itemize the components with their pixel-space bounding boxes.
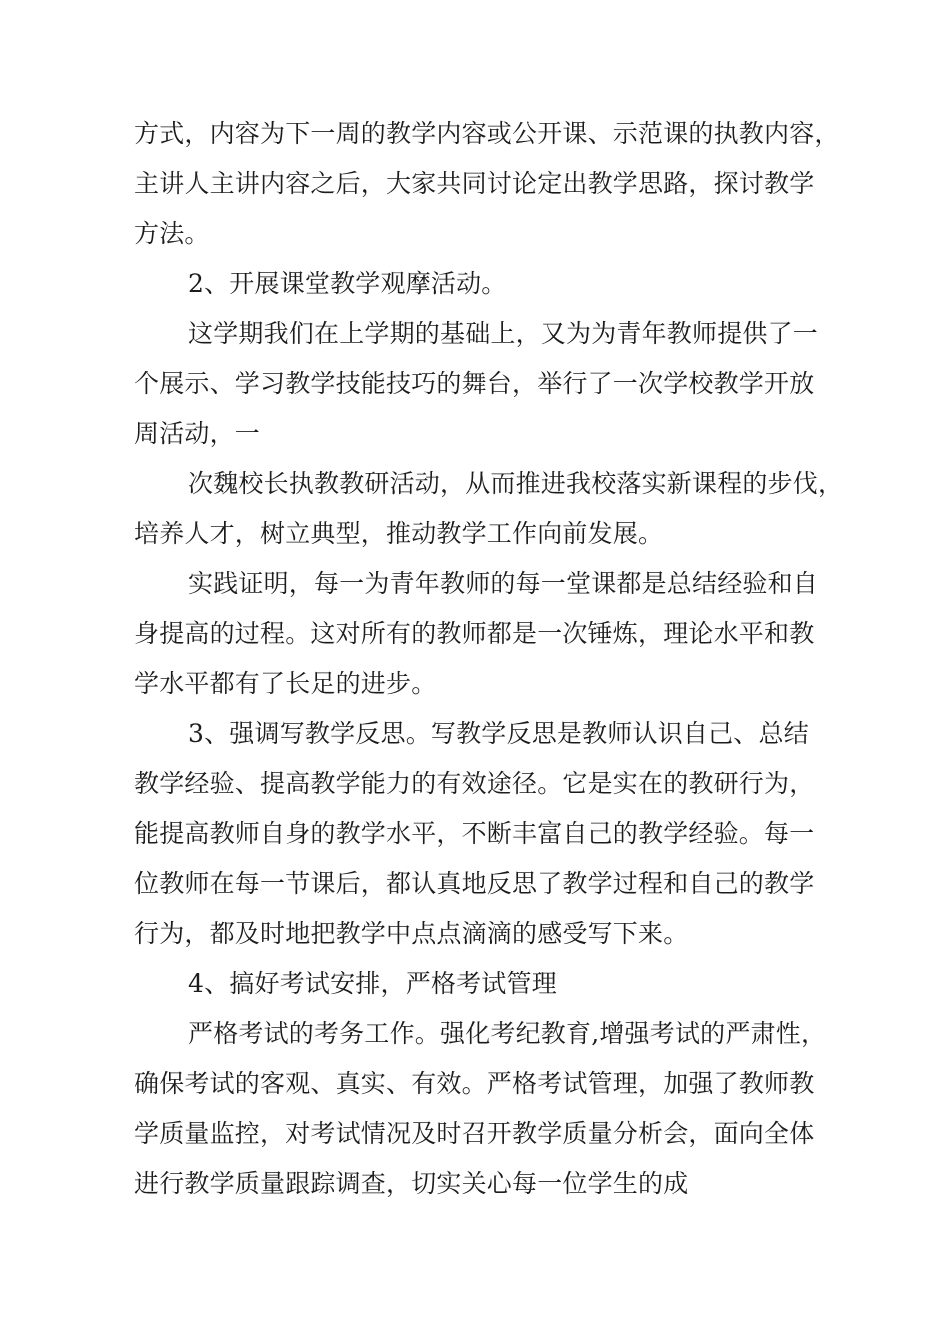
text-line: 周活动，一	[134, 419, 261, 448]
text-line: 方法。	[134, 219, 210, 248]
section-heading: 2、开展课堂教学观摩活动。	[188, 269, 507, 298]
text-line: 进行教学质量跟踪调查，切实关心每一位学生的成	[134, 1169, 689, 1198]
text-line: 确保考试的客观、真实、有效。严格考试管理，加强了教师教	[134, 1069, 815, 1098]
text-line: 学质量监控，对考试情况及时召开教学质量分析会，面向全体	[134, 1119, 815, 1148]
section-heading: 3、强调写教学反思。写教学反思是教师认识自己、总结	[188, 719, 809, 748]
text-line: 次魏校长执教教研活动，从而推进我校落实新课程的步伐，	[188, 469, 844, 498]
text-line: 实践证明，每一为青年教师的每一堂课都是总结经验和自	[188, 569, 819, 598]
text-line: 身提高的过程。这对所有的教师都是一次锤炼，理论水平和教	[134, 619, 815, 648]
text-line: 位教师在每一节课后，都认真地反思了教学过程和自己的教学	[134, 869, 815, 898]
text-line: 方式，内容为下一周的教学内容或公开课、示范课的执教内容，	[134, 119, 840, 148]
text-line: 行为，都及时地把教学中点点滴滴的感受写下来。	[134, 919, 689, 948]
text-line: 能提高教师自身的教学水平，不断丰富自己的教学经验。每一	[134, 819, 815, 848]
text-line: 学水平都有了长足的进步。	[134, 669, 437, 698]
text-line: 个展示、学习教学技能技巧的舞台，举行了一次学校教学开放	[134, 369, 815, 398]
section-heading: 4、搞好考试安排，严格考试管理	[188, 969, 557, 998]
text-line: 教学经验、提高教学能力的有效途径。它是实在的教研行为，	[134, 769, 815, 798]
text-line: 这学期我们在上学期的基础上，又为为青年教师提供了一	[188, 319, 819, 348]
text-line: 主讲人主讲内容之后，大家共同讨论定出教学思路，探讨教学	[134, 169, 815, 198]
text-line: 严格考试的考务工作。强化考纪教育,增强考试的严肃性，	[188, 1019, 827, 1048]
text-line: 培养人才，树立典型，推动教学工作向前发展。	[134, 519, 664, 548]
